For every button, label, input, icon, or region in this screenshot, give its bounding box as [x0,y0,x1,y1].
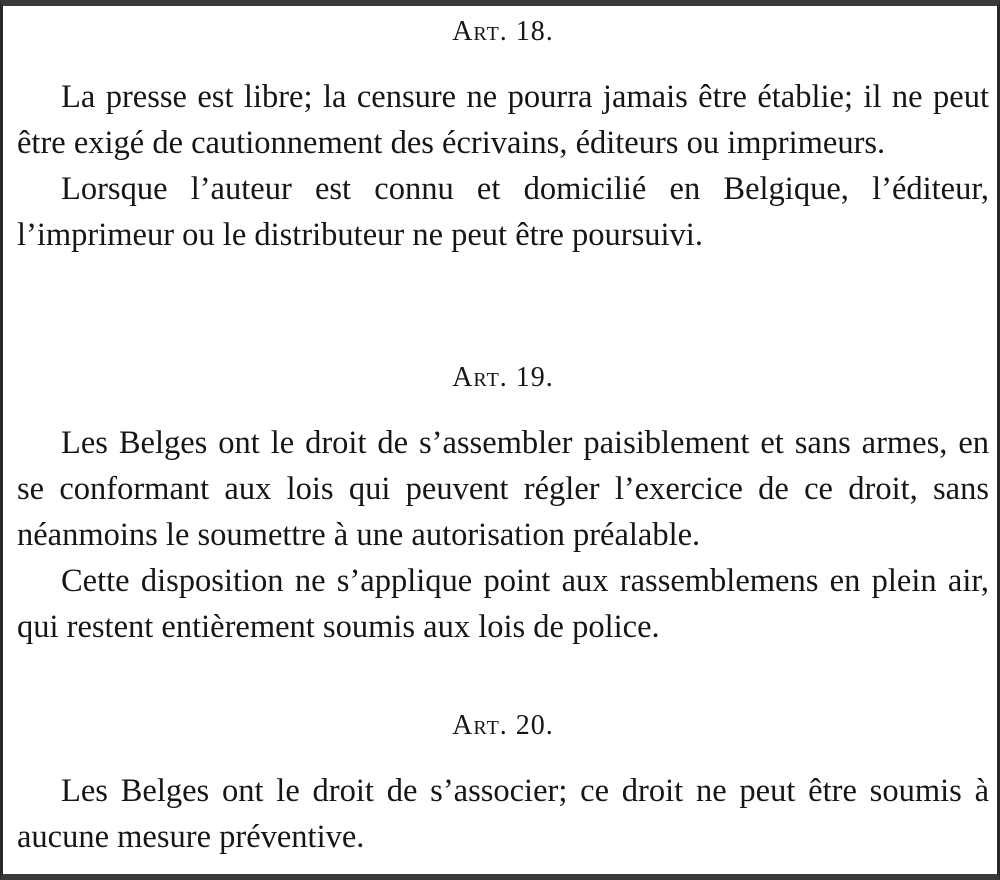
article-paragraph: Lorsque l’auteur est connu et domicilié en Belgique, l’éditeur, l’imprimeur ou le distributeur ne peut être poursuivi. [17,171,989,253]
article-title: Art. 20. [452,710,554,741]
article-18 [17,12,989,258]
article-20 [17,706,989,860]
article-title: Art. 19. [452,362,554,393]
article-paragraph: Cette disposition ne s’applique point aux rassemblemens en plein air, qui restent entièrement soumis aux lois de police. [17,563,989,645]
article-paragraph: La presse est libre; la censure ne pourra jamais être établie; il ne peut être exigé de cautionnement des écrivains, éditeurs ou imprimeurs. [17,79,989,161]
article-paragraph: Les Belges ont le droit de s’assembler paisiblement et sans armes, en se conformant aux lois qui peuvent régler l’exercice de ce droit, sans néanmoins le soumettre à une autorisation préalable. [17,425,989,553]
article-title: Art. 18. [452,16,554,47]
article-paragraph: Les Belges ont le droit de s’associer; ce droit ne peut être soumis à aucune mesure préventive. [17,773,989,855]
article-19 [17,358,989,650]
